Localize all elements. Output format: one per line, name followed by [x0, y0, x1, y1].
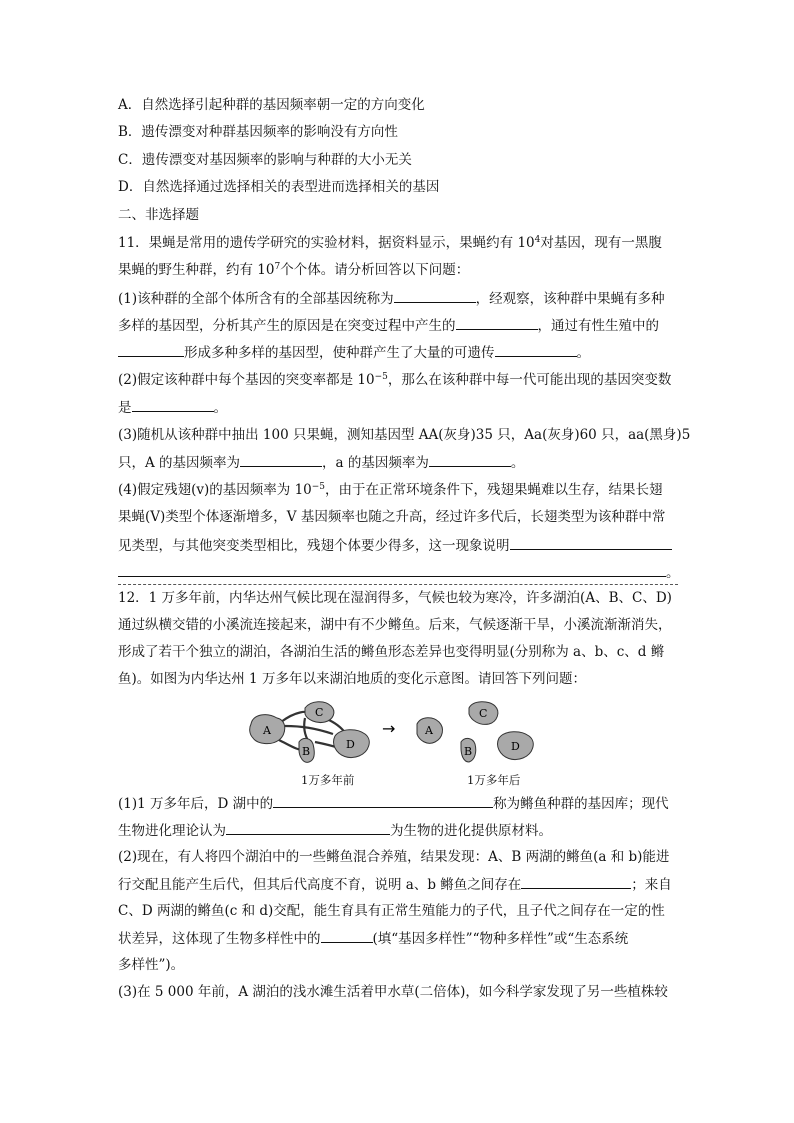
- lake-label-c-after: C: [479, 707, 488, 720]
- lake-diagram-svg: [245, 698, 555, 768]
- q12-part2-line2: 行交配且能产生后代，但其后代高度不育，说明 a、b 鳉鱼之间存在 ；来自: [118, 874, 672, 895]
- answer-blank[interactable]: [394, 288, 476, 303]
- answer-blank[interactable]: [521, 874, 631, 889]
- q11-intro-line2: 果蝇的野生种群，约有 $10^7$个个体。请分析回答以下问题：: [118, 262, 470, 278]
- q11-part4-line2: 果蝇(V)类型个体逐渐增多，V 基因频率也随之升高，经过许多代后，长翅类型为该种群中常: [118, 509, 666, 525]
- section-heading: 二、非选择题: [118, 207, 199, 223]
- lake-label-d: D: [346, 738, 355, 751]
- exponent: 4: [534, 235, 541, 245]
- exponent: 7: [274, 262, 281, 272]
- option-a: A．自然选择引起种群的基因频率朝一定的方向变化: [118, 97, 425, 113]
- caption-before: 1万多年前: [301, 773, 355, 787]
- answer-blank[interactable]: [240, 452, 322, 467]
- lake-label-b: B: [302, 745, 311, 758]
- answer-blank[interactable]: [429, 452, 511, 467]
- exponent: −5: [374, 372, 388, 382]
- q12-part2-line4: 状差异，这体现了生物多样性中的 (填“基因多样性”“物种多样性”或“生态系统: [118, 928, 628, 949]
- q11-intro-line1: 11．果蝇是常用的遗传学研究的实验材料，据资料显示，果蝇约有 $10^4$对基因，现有一黑腹: [118, 235, 662, 251]
- option-c: C．遗传漂变对基因频率的影响与种群的大小无关: [118, 152, 412, 168]
- lake-label-d-after: D: [511, 740, 520, 753]
- answer-blank[interactable]: [132, 397, 214, 412]
- option-b: B．遗传漂变对种群基因频率的影响没有方向性: [118, 124, 398, 140]
- answer-blank[interactable]: [495, 342, 577, 357]
- answer-blank[interactable]: [456, 315, 538, 330]
- q12-intro-line2: 通过纵横交错的小溪流连接起来，湖中有不少鳉鱼。后来，气候逐渐干旱，小溪流渐渐消失，: [118, 617, 672, 633]
- answer-blank[interactable]: [510, 535, 672, 550]
- q12-intro-line3: 形成了若干个独立的湖泊，各湖泊生活的鳉鱼形态差异也变得明显(分别称为 a、b、c、d 鳉: [118, 644, 665, 660]
- lake-label-b-after: B: [464, 745, 473, 758]
- lake-label-a-after: A: [425, 724, 433, 737]
- lake-label-c: C: [315, 706, 324, 719]
- q11-part2-line1: (2)假定该种群中每个基因的突变率都是 $10^{-5}$，那么在该种群中每一代可能出现的基因突变数: [118, 372, 672, 388]
- answer-blank[interactable]: [118, 562, 666, 577]
- answer-blank[interactable]: [118, 342, 184, 357]
- lake-diagram: [245, 698, 555, 790]
- answer-blank[interactable]: [273, 793, 493, 808]
- q11-part3-line1: (3)随机从该种群中抽出 100 只果蝇，测知基因型 AA(灰身)35 只，Aa(灰身)60 只，aa(黑身)5: [118, 427, 691, 443]
- q11-part1-line2: 多样的基因型，分析其产生的原因是在突变过程中产生的 ，通过有性生殖中的: [118, 315, 659, 336]
- q12-part2-line1: (2)现在，有人将四个湖泊中的一些鳉鱼混合养殖，结果发现：A、B 两湖的鳉鱼(a 和 b)能进: [118, 849, 670, 865]
- option-d: D．自然选择通过选择相关的表型进而选择相关的基因: [118, 179, 440, 195]
- q12-part2-line3: C、D 两湖的鳉鱼(c 和 d)交配，能生育具有正常生殖能力的子代，且子代之间存在一定的性: [118, 903, 665, 919]
- q11-part3-line2: 只，A 的基因频率为 ，a 的基因频率为 。: [118, 452, 524, 473]
- separator-line: [118, 584, 678, 585]
- exponent: −5: [311, 482, 326, 492]
- q12-part1-line1: (1)1 万多年后，D 湖中的 称为鳉鱼种群的基因库；现代: [118, 793, 669, 814]
- q11-part4-line1: (4)假定残翅(v)的基因频率为 $10^{-5}$，由于在正常环境条件下，残翅果蝇难以生存，结果长翅: [118, 482, 663, 498]
- q12-part1-line2: 生物进化理论认为 为生物的进化提供原材料。: [118, 820, 552, 841]
- q11-part4-line3: 见类型，与其他突变类型相比，残翅个体要少得多，这一现象说明: [118, 535, 672, 556]
- q12-part3-line1: (3)在 5 000 年前，A 湖泊的浅水滩生活着甲水草(二倍体)，如今科学家发现了另一些植株较: [118, 984, 668, 1000]
- q12-intro-line1: 12．1 万多年前，内华达州气候比现在湿润得多，气候也较为寒冷，许多湖泊(A、B、C、D): [118, 590, 672, 606]
- q11-part2-line2: 是 。: [118, 397, 227, 418]
- q11-part4-line4: 。: [118, 562, 680, 583]
- q12-part2-line5: 多样性”)。: [118, 957, 185, 973]
- q11-part1-line3: 形成多种多样的基因型，使种群产生了大量的可遗传 。: [118, 342, 590, 363]
- lake-label-a: A: [263, 724, 271, 737]
- answer-blank[interactable]: [226, 820, 390, 835]
- q11-part1-line1: (1)该种群的全部个体所含有的全部基因统称为 ，经观察，该种群中果蝇有多种: [118, 288, 665, 309]
- answer-blank[interactable]: [321, 928, 373, 943]
- arrow-icon: →: [382, 719, 396, 738]
- q12-intro-line4: 鱼)。如图为内华达州 1 万多年以来湖泊地质的变化示意图。请回答下列问题：: [118, 671, 586, 687]
- caption-after: 1万多年后: [467, 773, 521, 787]
